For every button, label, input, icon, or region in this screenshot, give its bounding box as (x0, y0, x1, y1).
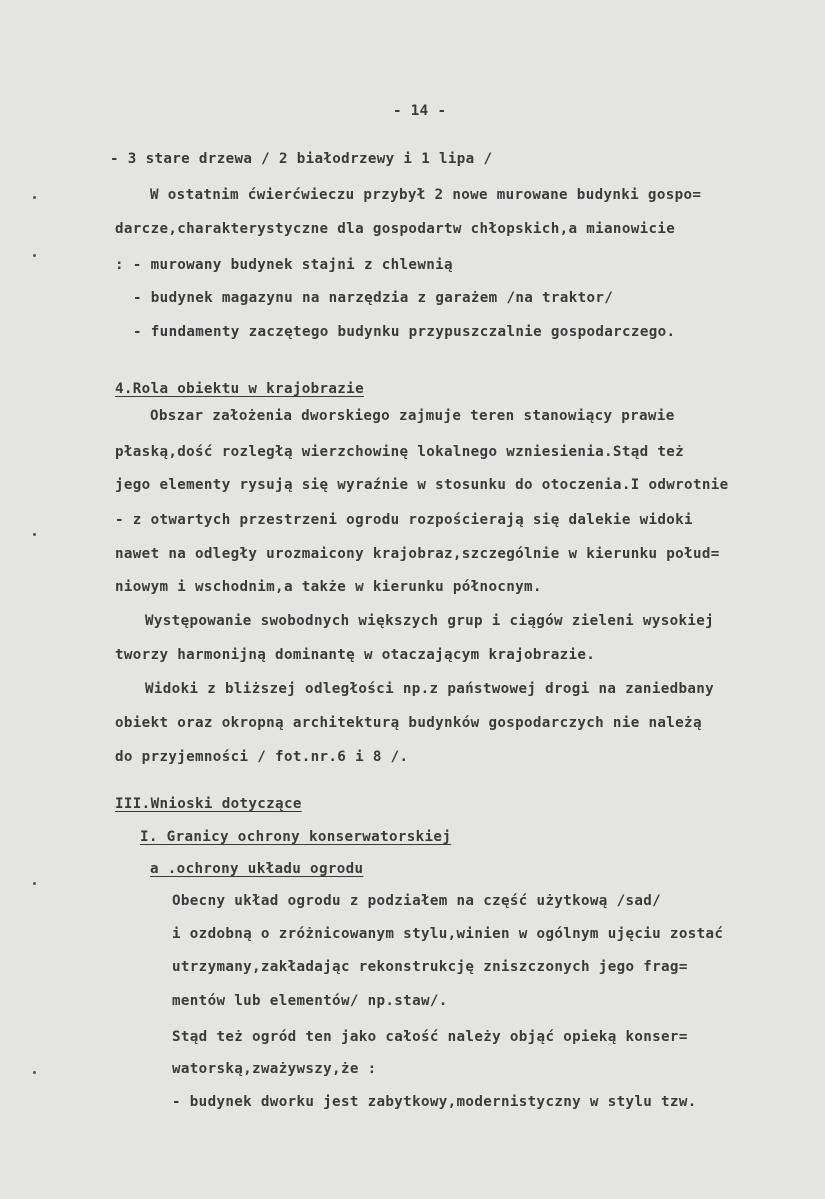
text-line: Stąd też ogród ten jako całość należy objąć opieką konser= (172, 1029, 688, 1045)
margin-dot (33, 882, 36, 885)
margin-dot (33, 533, 36, 536)
text-line: i ozdobną o zróżnicowanym stylu,winien w ogólnym ujęciu zostać (172, 926, 724, 942)
text-line: Obecny układ ogrodu z podziałem na część użytkową /sad/ (172, 893, 662, 909)
subsection-heading: I. Granicy ochrony konserwatorskiej (140, 829, 452, 845)
text-line: darcze,charakterystyczne dla gospodartw chłopskich,a mianowicie (115, 221, 676, 237)
text-line: nawet na odległy urozmaicony krajobraz,szczególnie w kierunku połud= (115, 546, 720, 562)
text-line: watorską,zważywszy,że : (172, 1061, 377, 1077)
text-line: utrzymany,zakładając rekonstrukcję zniszczonych jego frag= (172, 959, 688, 975)
text-line: Obszar założenia dworskiego zajmuje teren stanowiący prawie (150, 408, 675, 424)
text-line: W ostatnim ćwierćwieczu przybył 2 nowe murowane budynki gospo= (150, 187, 702, 203)
text-line: - budynek dworku jest zabytkowy,modernistyczny w stylu tzw. (172, 1094, 697, 1110)
text-line: - budynek magazynu na narzędzia z garażem /na traktor/ (133, 290, 614, 306)
text-line: niowym i wschodnim,a także w kierunku północnym. (115, 579, 542, 595)
section-heading: III.Wnioski dotyczące (115, 796, 302, 812)
text-line: tworzy harmonijną dominantę w otaczającym krajobrazie. (115, 647, 596, 663)
subsection-heading: a .ochrony układu ogrodu (150, 861, 364, 877)
text-line: Występowanie swobodnych większych grup i ciągów zieleni wysokiej (145, 613, 715, 629)
margin-dot (33, 196, 36, 199)
text-line: płaską,dość rozległą wierzchowinę lokalnego wzniesienia.Stąd też (115, 444, 685, 460)
text-line: - fundamenty zaczętego budynku przypuszczalnie gospodarczego. (133, 324, 676, 340)
text-line: obiekt oraz okropną architekturą budynków gospodarczych nie należą (115, 715, 702, 731)
text-line: Widoki z bliższej odległości np.z państwowej drogi na zaniedbany (145, 681, 715, 697)
page-number: - 14 - (393, 103, 447, 119)
text-line: : - murowany budynek stajni z chlewnią (115, 257, 453, 273)
text-line: - z otwartych przestrzeni ogrodu rozpościerają się dalekie widoki (115, 512, 693, 528)
section-heading: 4.Rola obiektu w krajobrazie (115, 381, 364, 397)
text-line: jego elementy rysują się wyraźnie w stosunku do otoczenia.I odwrotnie (115, 477, 729, 493)
margin-dot (33, 254, 36, 257)
margin-dot (33, 1071, 36, 1074)
text-line: - 3 stare drzewa / 2 białodrzewy i 1 lipa / (110, 151, 493, 167)
text-line: do przyjemności / fot.nr.6 i 8 /. (115, 749, 409, 765)
text-line: mentów lub elementów/ np.staw/. (172, 993, 448, 1009)
